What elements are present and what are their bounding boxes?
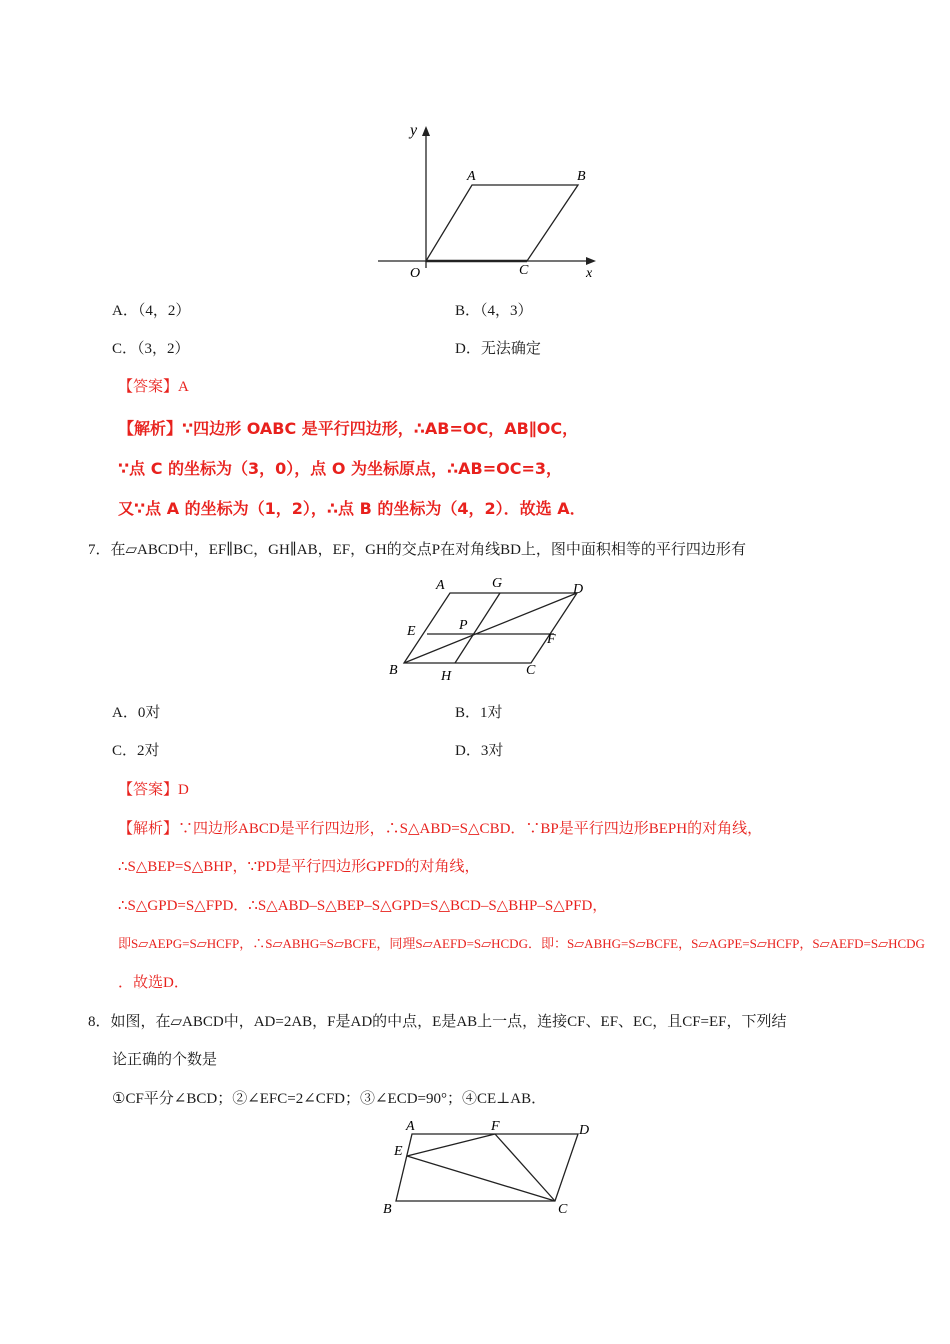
label-B: B xyxy=(389,663,398,678)
q7-option-d: D．3对 xyxy=(455,743,504,759)
q6-analysis-line2: ∵点 C 的坐标为（3，0），点 O 为坐标原点，∴AB=OC=3， xyxy=(118,459,563,478)
label-B: B xyxy=(577,169,586,184)
q7-analysis-line5: ．故选D． xyxy=(118,975,189,991)
q8-question-line2: 论正确的个数是 xyxy=(112,1052,218,1068)
label-O: O xyxy=(410,266,421,281)
label-G: G xyxy=(492,576,503,591)
q7-option-a: A．0对 xyxy=(112,705,161,721)
label-y: y xyxy=(410,122,418,139)
q6-analysis-line1: 【解析】∵四边形 OABC 是平行四边形，∴AB=OC，AB∥OC， xyxy=(118,419,579,438)
label-A: A xyxy=(406,1119,415,1134)
figure-q8-parallelogram xyxy=(380,1117,598,1217)
q7-answer: 【答案】D xyxy=(118,782,189,798)
label-P: P xyxy=(459,618,468,633)
q6-option-b: B．（4，3） xyxy=(455,303,533,319)
q7-option-c: C．2对 xyxy=(112,743,160,759)
label-D: D xyxy=(579,1123,590,1138)
label-A: A xyxy=(436,578,445,593)
q7-analysis-line2: ∴S△BEP=S△BHP，∵PD是平行四边形GPFD的对角线， xyxy=(118,859,480,875)
figure-coordinate-parallelogram xyxy=(372,118,602,286)
q8-conditions: ①CF平分∠BCD；②∠EFC=2∠CFD；③∠ECD=90°；④CE⊥AB． xyxy=(112,1091,547,1107)
label-D: D xyxy=(573,582,584,597)
label-C: C xyxy=(519,263,529,278)
label-H: H xyxy=(441,669,452,684)
label-x: x xyxy=(586,266,593,281)
label-E: E xyxy=(394,1144,403,1159)
q7-analysis-line1: 【解析】∵四边形ABCD是平行四边形，∴S△ABD=S△CBD．∵BP是平行四边形BEPH的对角线， xyxy=(118,821,763,837)
q6-analysis-line3: 又∵点 A 的坐标为（1，2），∴点 B 的坐标为（4，2）．故选 A． xyxy=(118,499,586,518)
q7-analysis-line3: ∴S△GPD=S△FPD．∴S△ABD–S△BEP–S△GPD=S△BCD–S△BHP–S△PFD， xyxy=(118,898,608,914)
label-F: F xyxy=(547,632,556,647)
q6-option-d: D．无法确定 xyxy=(455,341,541,357)
label-B: B xyxy=(383,1202,392,1217)
q7-question: 7．在▱ABCD中，EF∥BC，GH∥AB，EF，GH的交点P在对角线BD上，图中面积相等的平行四边形有 xyxy=(88,542,746,558)
q6-answer: 【答案】A xyxy=(118,379,189,395)
q6-option-a: A．（4，2） xyxy=(112,303,191,319)
label-C: C xyxy=(558,1202,568,1217)
q7-analysis-line4: 即S▱AEPG=S▱HCFP，∴S▱ABHG=S▱BCFE，同理S▱AEFD=S▱HCDG．即：S▱ABHG=S▱BCFE，S▱AGPE=S▱HCFP，S▱AEFD=S▱HCDG xyxy=(118,936,925,951)
q7-option-b: B．1对 xyxy=(455,705,503,721)
label-A: A xyxy=(467,169,476,184)
label-E: E xyxy=(407,624,416,639)
figure-q7-parallelogram xyxy=(385,573,595,685)
q8-question-line1: 8．如图，在▱ABCD中，AD=2AB，F是AD的中点，E是AB上一点，连接CF、EF、EC，且CF=EF，下列结 xyxy=(88,1014,787,1030)
q6-option-c: C．（3，2） xyxy=(112,341,190,357)
label-F: F xyxy=(491,1119,500,1134)
label-C: C xyxy=(526,663,536,678)
